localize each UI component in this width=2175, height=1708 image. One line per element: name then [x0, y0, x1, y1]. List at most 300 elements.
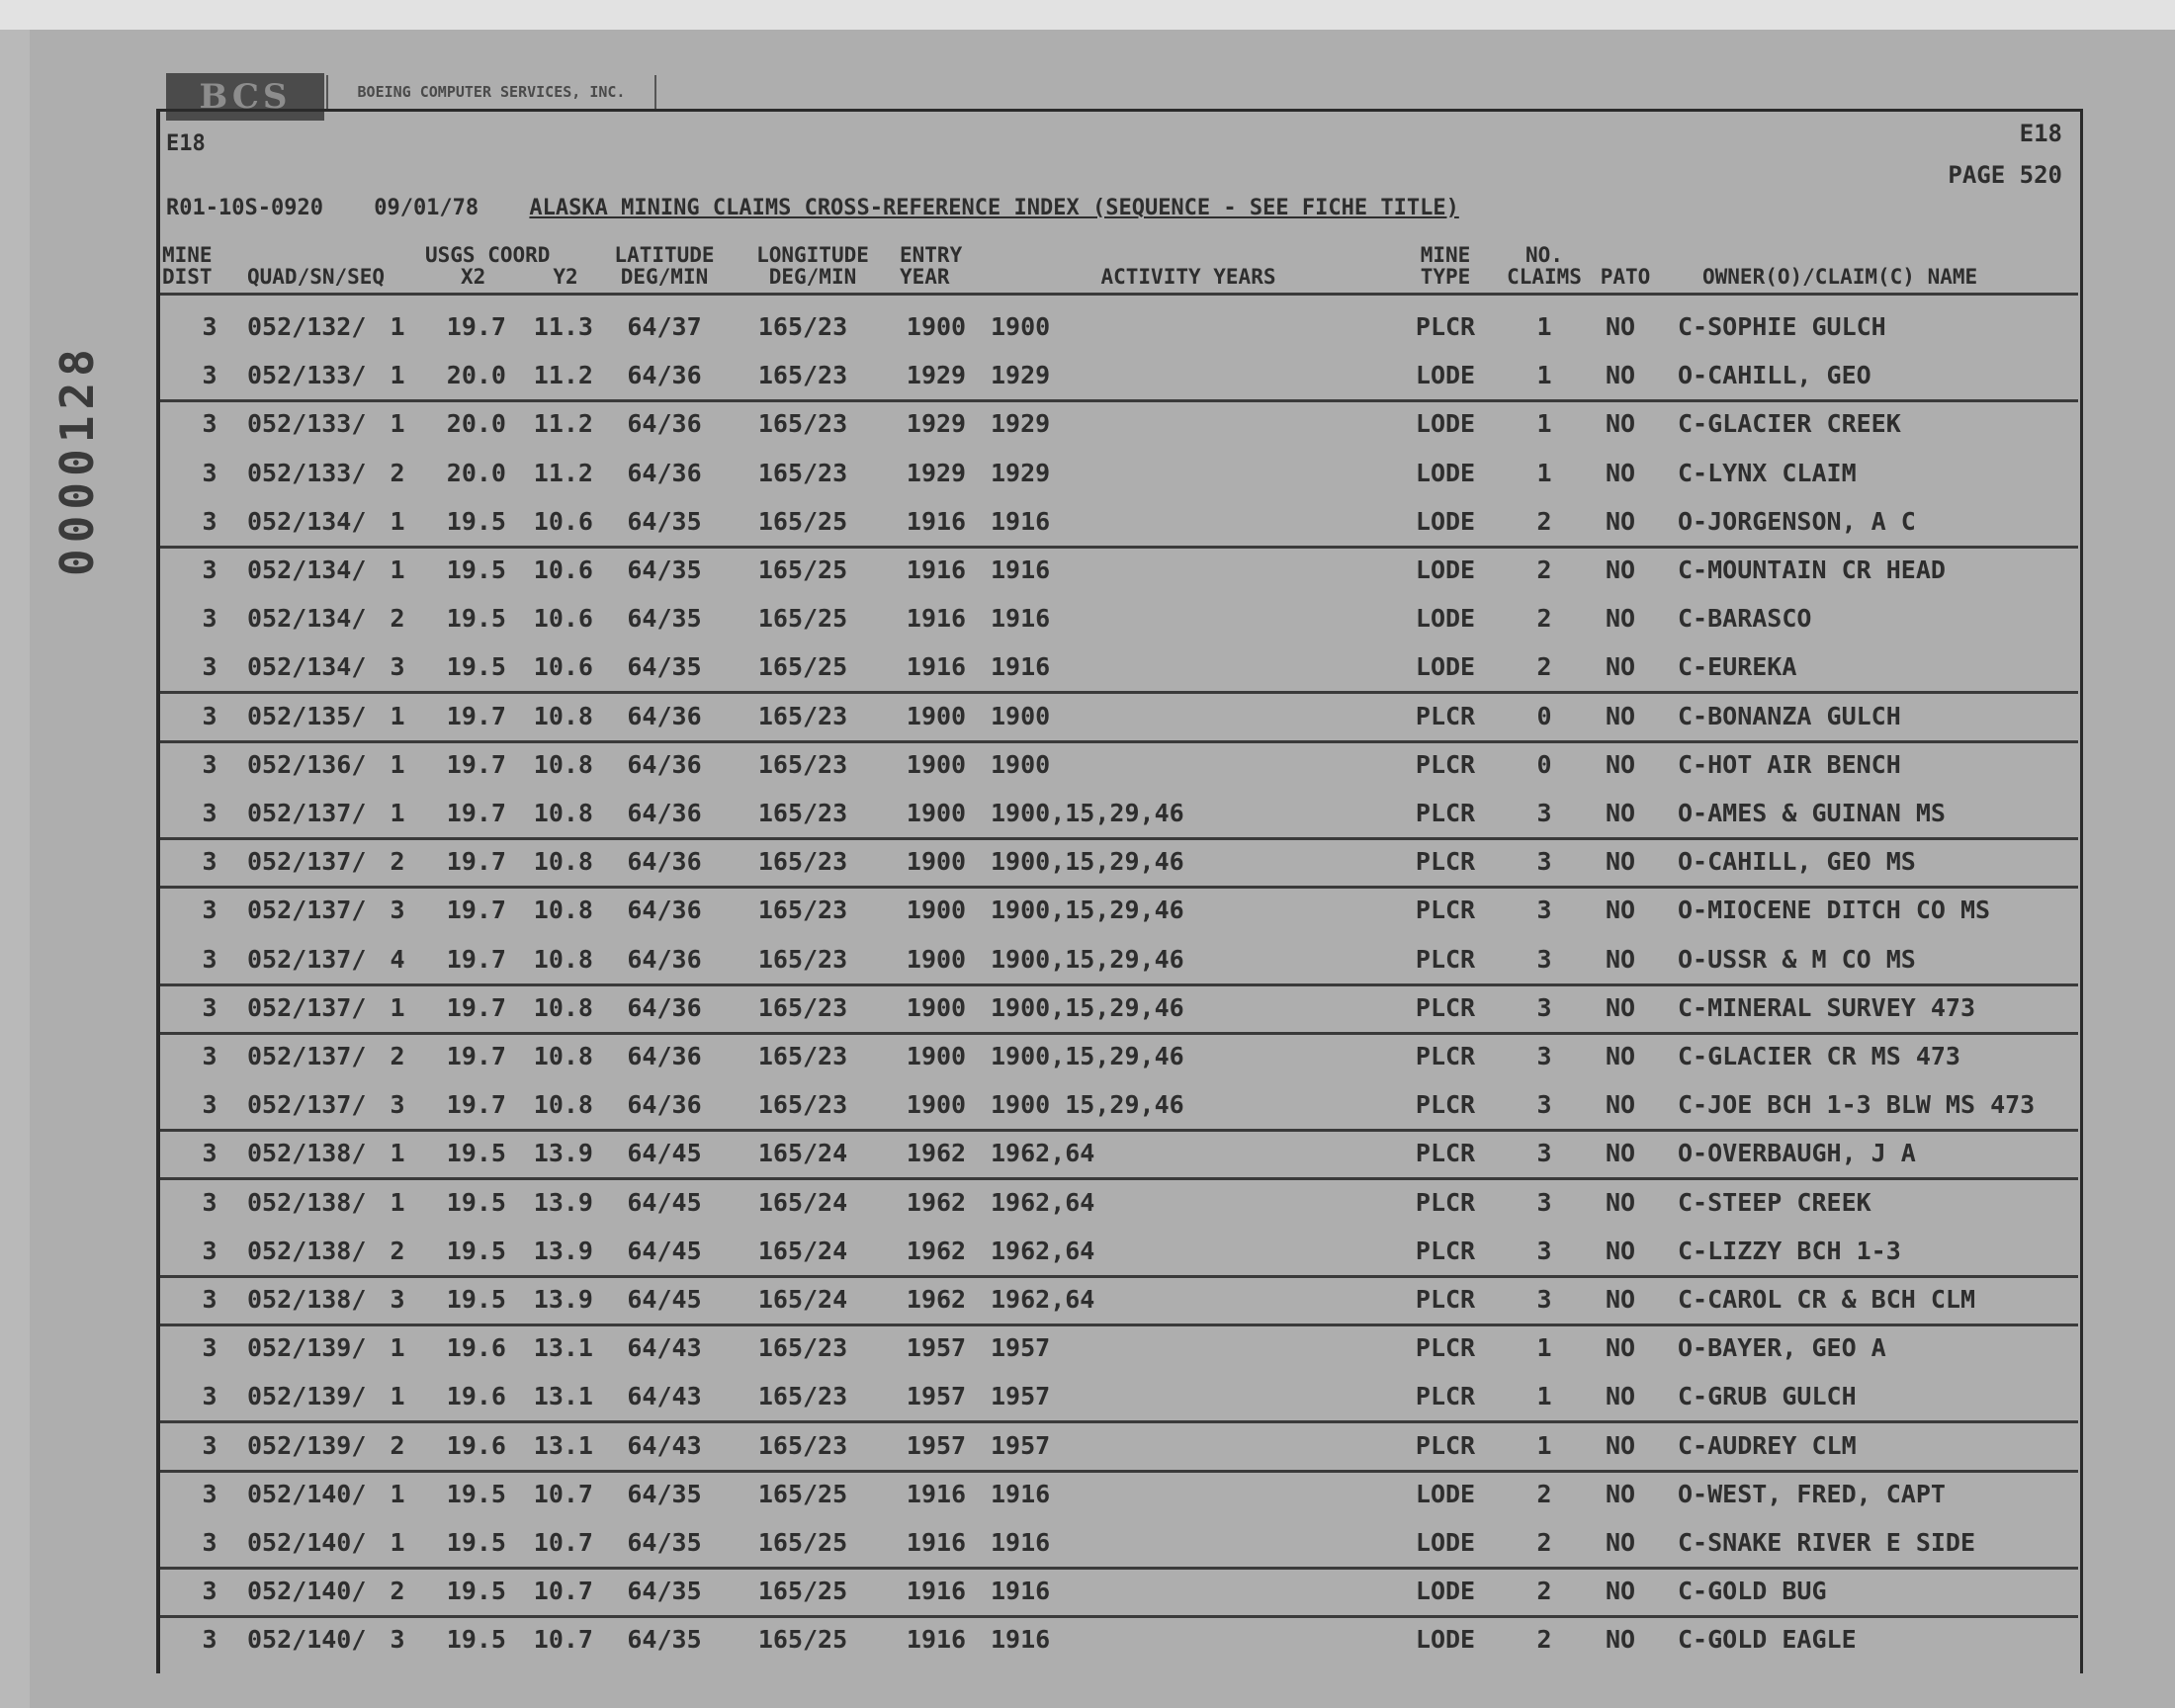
cell-mine-dist: 3: [202, 799, 218, 827]
cell-usgs-x2: 19.5: [446, 604, 506, 634]
cell-longitude: 165/24: [757, 1236, 848, 1265]
cell-entry-year: 1900: [906, 1090, 967, 1120]
cell-seq: 2: [390, 1042, 405, 1070]
company-logo: BCS: [166, 73, 324, 121]
cell-entry-year: 1916: [906, 604, 967, 634]
col-quad: [247, 244, 405, 288]
cell-seq: 1: [390, 1528, 405, 1557]
fiche-number: 0000128: [50, 343, 104, 576]
cell-latitude: 64/36: [627, 944, 702, 974]
cell-mine-dist: 3: [202, 555, 218, 584]
cell-usgs-x2: 19.5: [446, 1236, 506, 1265]
cell-activity-years: 1916: [991, 604, 1051, 634]
cell-usgs-y2: 13.1: [533, 1382, 593, 1411]
cell-owner-claim-name: O-JORGENSON, A C: [1678, 506, 1916, 536]
cell-mine-dist: 3: [202, 1528, 218, 1557]
cell-latitude: 64/45: [627, 1139, 702, 1168]
cell-mine-type: PLCR: [1415, 1382, 1476, 1411]
page-label: PAGE 520: [1948, 161, 2062, 189]
cell-latitude: 64/36: [627, 847, 702, 877]
cell-usgs-x2: 19.7: [446, 749, 506, 779]
table-row: [160, 399, 2078, 448]
cell-pato: NO: [1605, 652, 1636, 682]
cell-seq: 2: [390, 1236, 405, 1265]
cell-quad-sn: 052/138/: [247, 1187, 367, 1217]
cell-mine-dist: 3: [202, 896, 218, 925]
cell-entry-year: 1962: [906, 1187, 967, 1217]
cell-quad-sn: 052/133/: [247, 458, 367, 487]
cell-longitude: 165/23: [757, 992, 848, 1022]
cell-entry-year: 1957: [906, 1333, 967, 1363]
cell-no-claims: 1: [1536, 409, 1552, 439]
cell-latitude: 64/43: [627, 1430, 702, 1460]
cell-usgs-y2: 10.8: [533, 896, 593, 925]
cell-pato: NO: [1605, 312, 1636, 341]
cell-mine-type: PLCR: [1415, 1139, 1476, 1168]
cell-usgs-y2: 10.8: [533, 799, 593, 827]
cell-activity-years: 1900,15,29,46: [991, 799, 1184, 827]
table-row: [160, 983, 2078, 1035]
cell-usgs-x2: 19.7: [446, 312, 506, 341]
cell-activity-years: 1929: [991, 458, 1051, 487]
cell-seq: 1: [390, 1333, 405, 1363]
cell-quad-sn: 052/140/: [247, 1479, 367, 1508]
cell-owner-claim-name: O-MIOCENE DITCH CO MS: [1678, 896, 1991, 925]
report-title: ALASKA MINING CLAIMS CROSS-REFERENCE INDEX (SEQUENCE - SEE FICHE TITLE): [529, 196, 1459, 220]
cell-usgs-y2: 13.9: [533, 1236, 593, 1265]
cell-no-claims: 3: [1536, 1236, 1552, 1265]
cell-seq: 1: [390, 409, 405, 439]
cell-no-claims: 1: [1536, 312, 1552, 341]
cell-mine-dist: 3: [202, 409, 218, 439]
col-pato-line2: PATO: [1600, 265, 1651, 289]
cell-no-claims: 2: [1536, 1577, 1552, 1606]
col-mine-dist-line2: DIST: [162, 265, 213, 289]
cell-entry-year: 1900: [906, 847, 967, 877]
frame-id-right: E18: [2019, 120, 2062, 147]
col-usgs-x2-line2: X2: [461, 265, 486, 289]
cell-longitude: 165/25: [757, 1577, 848, 1606]
col-longitude-line2: DEG/MIN: [768, 265, 857, 289]
cell-mine-type: PLCR: [1415, 1236, 1476, 1265]
col-claims-line1: NO.: [1525, 243, 1563, 267]
table-row: [160, 642, 2078, 694]
cell-usgs-x2: 19.7: [446, 992, 506, 1022]
cell-activity-years: 1962,64: [991, 1139, 1095, 1168]
cell-seq: 1: [390, 1187, 405, 1217]
cell-mine-dist: 3: [202, 1139, 218, 1168]
cell-no-claims: 1: [1536, 1382, 1552, 1411]
table-row: [160, 692, 2078, 743]
table-row: [160, 886, 2078, 934]
cell-activity-years: 1929: [991, 361, 1051, 390]
cell-longitude: 165/24: [757, 1139, 848, 1168]
table-row: [160, 594, 2078, 642]
cell-owner-claim-name: O-BAYER, GEO A: [1678, 1333, 1886, 1363]
cell-usgs-y2: 10.6: [533, 652, 593, 682]
col-owner: [1702, 244, 2078, 288]
cell-usgs-x2: 19.5: [446, 1285, 506, 1314]
cell-latitude: 64/35: [627, 1577, 702, 1606]
cell-quad-sn: 052/133/: [247, 361, 367, 390]
col-quad-line2: QUAD/SN/SEQ: [247, 265, 386, 289]
cell-quad-sn: 052/137/: [247, 1042, 367, 1070]
cell-activity-years: 1916: [991, 555, 1051, 584]
cell-usgs-y2: 10.7: [533, 1479, 593, 1508]
cell-longitude: 165/23: [757, 701, 848, 730]
col-latitude: [600, 244, 729, 288]
cell-quad-sn: 052/140/: [247, 1577, 367, 1606]
cell-activity-years: 1900,15,29,46: [991, 944, 1184, 974]
cell-mine-dist: 3: [202, 604, 218, 634]
cell-activity-years: 1962,64: [991, 1187, 1095, 1217]
cell-quad-sn: 052/137/: [247, 799, 367, 827]
cell-seq: 4: [390, 944, 405, 974]
cell-activity-years: 1957: [991, 1430, 1051, 1460]
cell-mine-dist: 3: [202, 1090, 218, 1120]
cell-quad-sn: 052/134/: [247, 652, 367, 682]
cell-seq: 1: [390, 992, 405, 1022]
cell-quad-sn: 052/139/: [247, 1382, 367, 1411]
cell-mine-type: PLCR: [1415, 1285, 1476, 1314]
cell-no-claims: 3: [1536, 944, 1552, 974]
cell-owner-claim-name: C-GRUB GULCH: [1678, 1382, 1857, 1411]
cell-seq: 1: [390, 1139, 405, 1168]
cell-owner-claim-name: C-MINERAL SURVEY 473: [1678, 992, 1976, 1022]
cell-pato: NO: [1605, 555, 1636, 584]
scan-edge-left: [0, 30, 30, 1708]
cell-mine-dist: 3: [202, 1577, 218, 1606]
cell-seq: 1: [390, 1382, 405, 1411]
cell-usgs-x2: 19.7: [446, 847, 506, 877]
company-name: BOEING COMPUTER SERVICES, INC.: [326, 75, 656, 111]
cell-usgs-x2: 19.6: [446, 1333, 506, 1363]
cell-latitude: 64/37: [627, 312, 702, 341]
cell-mine-dist: 3: [202, 944, 218, 974]
cell-quad-sn: 052/135/: [247, 701, 367, 730]
cell-mine-dist: 3: [202, 1285, 218, 1314]
cell-longitude: 165/23: [757, 409, 848, 439]
cell-usgs-y2: 13.9: [533, 1187, 593, 1217]
cell-longitude: 165/23: [757, 1430, 848, 1460]
cell-no-claims: 1: [1536, 1333, 1552, 1363]
cell-mine-dist: 3: [202, 1430, 218, 1460]
cell-owner-claim-name: O-WEST, FRED, CAPT: [1678, 1479, 1946, 1508]
col-usgs-y2-line1: [536, 244, 595, 266]
cell-latitude: 64/35: [627, 1528, 702, 1557]
cell-latitude: 64/35: [627, 604, 702, 634]
cell-activity-years: 1916: [991, 1577, 1051, 1606]
cell-latitude: 64/36: [627, 1042, 702, 1070]
cell-mine-type: PLCR: [1415, 847, 1476, 877]
cell-mine-dist: 3: [202, 458, 218, 487]
cell-pato: NO: [1605, 604, 1636, 634]
cell-longitude: 165/23: [757, 799, 848, 827]
cell-owner-claim-name: C-LIZZY BCH 1-3: [1678, 1236, 1901, 1265]
cell-mine-dist: 3: [202, 1333, 218, 1363]
cell-longitude: 165/25: [757, 604, 848, 634]
cell-pato: NO: [1605, 1187, 1636, 1217]
cell-mine-type: LODE: [1415, 652, 1476, 682]
col-longitude-line1: LONGITUDE: [756, 243, 869, 267]
cell-quad-sn: 052/137/: [247, 1090, 367, 1120]
cell-usgs-x2: 20.0: [446, 361, 506, 390]
cell-owner-claim-name: C-GOLD EAGLE: [1678, 1625, 1857, 1655]
cell-usgs-x2: 19.7: [446, 1042, 506, 1070]
cell-latitude: 64/36: [627, 992, 702, 1022]
cell-owner-claim-name: O-USSR & M CO MS: [1678, 944, 1916, 974]
cell-owner-claim-name: C-EUREKA: [1678, 652, 1797, 682]
cell-no-claims: 2: [1536, 1479, 1552, 1508]
cell-owner-claim-name: O-OVERBAUGH, J A: [1678, 1139, 1916, 1168]
cell-pato: NO: [1605, 1139, 1636, 1168]
cell-no-claims: 1: [1536, 361, 1552, 390]
cell-quad-sn: 052/133/: [247, 409, 367, 439]
table-row: [160, 1372, 2078, 1423]
cell-longitude: 165/25: [757, 555, 848, 584]
col-usgs-y2-line2: Y2: [553, 265, 578, 289]
cell-mine-dist: 3: [202, 1236, 218, 1265]
cell-pato: NO: [1605, 799, 1636, 827]
cell-pato: NO: [1605, 1382, 1636, 1411]
cell-pato: NO: [1605, 1333, 1636, 1363]
cell-longitude: 165/23: [757, 1042, 848, 1070]
cell-entry-year: 1962: [906, 1285, 967, 1314]
cell-seq: 2: [390, 1577, 405, 1606]
table-row: [160, 1470, 2078, 1518]
cell-seq: 1: [390, 799, 405, 827]
table-row: [160, 546, 2078, 594]
cell-owner-claim-name: C-HOT AIR BENCH: [1678, 749, 1901, 779]
cell-activity-years: 1900,15,29,46: [991, 992, 1184, 1022]
frame-id: E18: [166, 131, 206, 156]
cell-activity-years: 1900: [991, 749, 1051, 779]
cell-owner-claim-name: C-AUDREY CLM: [1678, 1430, 1857, 1460]
cell-usgs-x2: 20.0: [446, 409, 506, 439]
cell-usgs-x2: 19.6: [446, 1382, 506, 1411]
cell-usgs-y2: 10.8: [533, 1042, 593, 1070]
cell-mine-type: PLCR: [1415, 1090, 1476, 1120]
cell-no-claims: 2: [1536, 555, 1552, 584]
col-mine-type: [1408, 244, 1483, 288]
cell-mine-dist: 3: [202, 652, 218, 682]
table-row: [160, 789, 2078, 840]
cell-longitude: 165/25: [757, 1625, 848, 1655]
cell-entry-year: 1900: [906, 992, 967, 1022]
cell-quad-sn: 052/137/: [247, 944, 367, 974]
cell-quad-sn: 052/134/: [247, 604, 367, 634]
cell-quad-sn: 052/140/: [247, 1528, 367, 1557]
cell-mine-type: PLCR: [1415, 312, 1476, 341]
cell-no-claims: 1: [1536, 458, 1552, 487]
cell-entry-year: 1900: [906, 749, 967, 779]
cell-usgs-y2: 10.7: [533, 1528, 593, 1557]
table-row: [160, 740, 2078, 789]
cell-usgs-y2: 10.8: [533, 944, 593, 974]
cell-usgs-y2: 10.8: [533, 1090, 593, 1120]
table-row: [160, 1129, 2078, 1180]
cell-seq: 2: [390, 458, 405, 487]
cell-quad-sn: 052/138/: [247, 1139, 367, 1168]
cell-pato: NO: [1605, 506, 1636, 536]
cell-mine-type: LODE: [1415, 409, 1476, 439]
cell-quad-sn: 052/132/: [247, 312, 367, 341]
cell-longitude: 165/23: [757, 944, 848, 974]
cell-longitude: 165/25: [757, 506, 848, 536]
table-row: [160, 1567, 2078, 1618]
cell-usgs-x2: 19.5: [446, 555, 506, 584]
col-entry-line2: YEAR: [900, 265, 950, 289]
cell-owner-claim-name: C-GOLD BUG: [1678, 1577, 1827, 1606]
cell-longitude: 165/23: [757, 458, 848, 487]
cell-latitude: 64/36: [627, 409, 702, 439]
cell-pato: NO: [1605, 1090, 1636, 1120]
cell-latitude: 64/36: [627, 458, 702, 487]
cell-usgs-y2: 10.6: [533, 555, 593, 584]
report-line: [166, 196, 1669, 220]
cell-latitude: 64/43: [627, 1333, 702, 1363]
col-usgs-line1: USGS COORD: [425, 243, 551, 267]
cell-longitude: 165/23: [757, 1090, 848, 1120]
cell-entry-year: 1916: [906, 1577, 967, 1606]
cell-longitude: 165/24: [757, 1187, 848, 1217]
cell-seq: 2: [390, 847, 405, 877]
cell-usgs-y2: 11.3: [533, 312, 593, 341]
cell-latitude: 64/35: [627, 1625, 702, 1655]
cell-pato: NO: [1605, 458, 1636, 487]
col-pato: [1596, 244, 1655, 288]
cell-quad-sn: 052/138/: [247, 1285, 367, 1314]
cell-seq: 3: [390, 1625, 405, 1655]
cell-no-claims: 1: [1536, 1430, 1552, 1460]
cell-mine-dist: 3: [202, 701, 218, 730]
cell-entry-year: 1962: [906, 1139, 967, 1168]
cell-no-claims: 2: [1536, 1528, 1552, 1557]
cell-seq: 2: [390, 1430, 405, 1460]
cell-entry-year: 1916: [906, 1625, 967, 1655]
cell-quad-sn: 052/137/: [247, 847, 367, 877]
cell-seq: 3: [390, 1090, 405, 1120]
cell-pato: NO: [1605, 361, 1636, 390]
cell-no-claims: 3: [1536, 799, 1552, 827]
cell-seq: 1: [390, 361, 405, 390]
cell-quad-sn: 052/136/: [247, 749, 367, 779]
col-no-claims: [1495, 244, 1594, 288]
cell-entry-year: 1916: [906, 1479, 967, 1508]
cell-pato: NO: [1605, 1479, 1636, 1508]
col-latitude-line1: LATITUDE: [614, 243, 715, 267]
cell-no-claims: 3: [1536, 1285, 1552, 1314]
cell-latitude: 64/45: [627, 1236, 702, 1265]
cell-no-claims: 3: [1536, 896, 1552, 925]
table-row: [160, 449, 2078, 497]
cell-activity-years: 1916: [991, 1625, 1051, 1655]
cell-seq: 1: [390, 1479, 405, 1508]
cell-activity-years: 1962,64: [991, 1236, 1095, 1265]
cell-entry-year: 1900: [906, 799, 967, 827]
cell-entry-year: 1929: [906, 361, 967, 390]
cell-pato: NO: [1605, 1577, 1636, 1606]
cell-usgs-x2: 19.5: [446, 1577, 506, 1606]
table-row: [160, 1421, 2078, 1473]
col-longitude: [743, 244, 882, 288]
cell-latitude: 64/36: [627, 799, 702, 827]
cell-latitude: 64/45: [627, 1285, 702, 1314]
cell-owner-claim-name: C-BARASCO: [1678, 604, 1812, 634]
cell-pato: NO: [1605, 749, 1636, 779]
cell-usgs-y2: 13.9: [533, 1285, 593, 1314]
cell-owner-claim-name: O-CAHILL, GEO: [1678, 361, 1871, 390]
cell-latitude: 64/43: [627, 1382, 702, 1411]
cell-usgs-y2: 10.8: [533, 847, 593, 877]
cell-pato: NO: [1605, 1285, 1636, 1314]
cell-mine-dist: 3: [202, 312, 218, 341]
cell-usgs-y2: 13.9: [533, 1139, 593, 1168]
cell-entry-year: 1916: [906, 555, 967, 584]
cell-owner-claim-name: C-MOUNTAIN CR HEAD: [1678, 555, 1946, 584]
table-row: [160, 1615, 2078, 1664]
cell-entry-year: 1957: [906, 1382, 967, 1411]
col-quad-line1: [247, 244, 405, 266]
cell-mine-type: PLCR: [1415, 1187, 1476, 1217]
cell-latitude: 64/35: [627, 506, 702, 536]
col-activity-years: [1080, 244, 1297, 288]
cell-latitude: 64/35: [627, 555, 702, 584]
cell-activity-years: 1957: [991, 1382, 1051, 1411]
cell-usgs-y2: 10.6: [533, 506, 593, 536]
cell-longitude: 165/23: [757, 749, 848, 779]
cell-mine-dist: 3: [202, 1187, 218, 1217]
cell-activity-years: 1916: [991, 506, 1051, 536]
cell-mine-type: LODE: [1415, 506, 1476, 536]
cell-seq: 3: [390, 652, 405, 682]
table-row: [160, 1080, 2078, 1132]
cell-quad-sn: 052/138/: [247, 1236, 367, 1265]
cell-usgs-y2: 11.2: [533, 361, 593, 390]
cell-latitude: 64/36: [627, 896, 702, 925]
cell-longitude: 165/23: [757, 1382, 848, 1411]
cell-mine-type: PLCR: [1415, 749, 1476, 779]
table-row: [160, 1227, 2078, 1278]
cell-mine-dist: 3: [202, 1479, 218, 1508]
cell-mine-dist: 3: [202, 847, 218, 877]
cell-longitude: 165/23: [757, 847, 848, 877]
cell-usgs-y2: 10.7: [533, 1625, 593, 1655]
cell-usgs-y2: 11.2: [533, 458, 593, 487]
cell-usgs-y2: 13.1: [533, 1430, 593, 1460]
cell-mine-type: LODE: [1415, 1479, 1476, 1508]
cell-entry-year: 1916: [906, 506, 967, 536]
cell-activity-years: 1957: [991, 1333, 1051, 1363]
cell-activity-years: 1916: [991, 652, 1051, 682]
cell-pato: NO: [1605, 1625, 1636, 1655]
table-row: [160, 1518, 2078, 1570]
cell-mine-type: LODE: [1415, 1528, 1476, 1557]
table-row: [160, 935, 2078, 986]
cell-mine-type: PLCR: [1415, 799, 1476, 827]
cell-owner-claim-name: C-SOPHIE GULCH: [1678, 312, 1886, 341]
cell-owner-claim-name: C-BONANZA GULCH: [1678, 701, 1901, 730]
cell-mine-type: LODE: [1415, 1625, 1476, 1655]
cell-pato: NO: [1605, 1430, 1636, 1460]
cell-mine-type: LODE: [1415, 458, 1476, 487]
cell-activity-years: 1916: [991, 1528, 1051, 1557]
cell-mine-dist: 3: [202, 1382, 218, 1411]
col-claims-line2: CLAIMS: [1507, 265, 1582, 289]
cell-entry-year: 1900: [906, 1042, 967, 1070]
cell-seq: 3: [390, 1285, 405, 1314]
cell-pato: NO: [1605, 992, 1636, 1022]
